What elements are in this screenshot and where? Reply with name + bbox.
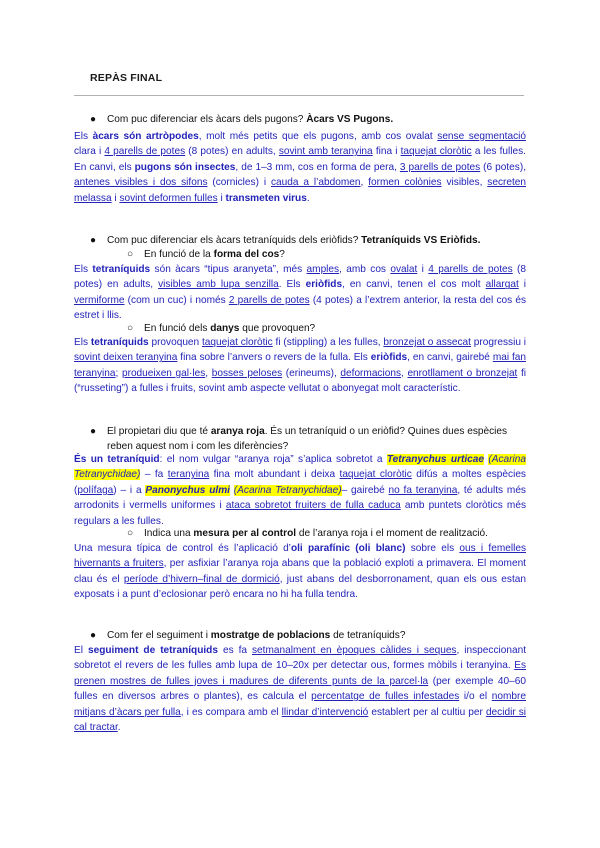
- text-span: ,: [401, 367, 408, 379]
- text-span: (8 potes) en adults,: [74, 264, 527, 291]
- text-span: ;: [115, 367, 122, 379]
- underlined-text: sovint deformen fulles: [119, 192, 218, 204]
- text-span: El propietari diu que té: [107, 426, 211, 437]
- text-span: Els: [74, 337, 91, 348]
- text-span: , té adults més arrodonits i vermells uniformes i: [74, 484, 526, 512]
- underlined-text: ovalat: [390, 264, 418, 275]
- highlighted-text: (Acarina Tetranychidae): [74, 454, 526, 481]
- page-title: REPÀS FINAL: [90, 72, 163, 84]
- text-span: visibles,: [441, 177, 488, 189]
- underlined-text: llindar d’intervenció: [281, 706, 369, 718]
- bold-text: Tetraníquids VS Eriòfids.: [361, 235, 481, 246]
- underlined-text: polífaga: [77, 484, 114, 496]
- bold-text: tetraníquids: [92, 264, 151, 275]
- underlined-text: no fa teranyina: [388, 484, 458, 496]
- text-span: En funció de la: [144, 249, 214, 260]
- bold-text: eriòfids: [370, 352, 408, 364]
- underlined-text: 4 parells de potes: [428, 264, 513, 275]
- text-span: sobre els: [405, 543, 460, 554]
- highlighted-text: Tetranychus urticae: [386, 454, 485, 465]
- underlined-text: bosses peloses: [211, 367, 283, 379]
- text-span: difús a moltes espècies (: [74, 469, 526, 496]
- text-span: fina i: [372, 146, 401, 158]
- bold-text: forma del cos: [213, 249, 280, 260]
- bold-text: danys: [210, 323, 240, 334]
- text-span: progressiu i: [470, 337, 527, 348]
- text-span: es fa: [217, 645, 252, 656]
- text-span: Els: [74, 264, 93, 275]
- text-span: fi (“russeting”) a fulles i fruits, sovint amb aspecte vellutat o abonyegat molt característic.: [74, 367, 527, 395]
- question-3: [74, 424, 526, 455]
- text-span: Indica una: [144, 528, 194, 539]
- underlined-text: Es prenen mostres de fulles joves i madures de diferents punts de la parcel·la: [74, 660, 526, 687]
- bold-text: oli parafínic (oli blanc): [290, 543, 406, 554]
- text-span: (per exemple 40–60 fulles en diversos arbres o plantes), es calcula el: [74, 675, 526, 703]
- underlined-text: mai fan teranyina: [74, 352, 526, 379]
- text-span: Com puc diferenciar els àcars dels pugons?: [107, 114, 307, 125]
- text-span: : el nom vulgar “aranya roja” s’aplica sobretot a: [159, 454, 387, 465]
- text-span: .: [306, 192, 310, 204]
- underlined-text: bronzejat o assecat: [383, 337, 471, 348]
- underlined-text: formen colònies: [368, 177, 442, 189]
- answer-3: [74, 452, 526, 529]
- subquestion-control: [74, 526, 526, 541]
- text-span: .: [117, 722, 121, 734]
- text-span: , de 1–3 mm, cos en forma de pera,: [235, 161, 400, 173]
- underlined-text: percentatge de fulles infestades: [311, 691, 460, 703]
- title-divider: [74, 95, 524, 96]
- answer-3b: [74, 541, 526, 603]
- text-span: i/o el: [459, 691, 492, 703]
- underlined-text: amples: [306, 264, 340, 275]
- text-span: , en canvi, tenen el cos molt: [342, 279, 486, 291]
- text-span: establert per al cultiu per: [368, 706, 486, 718]
- answer-4: [74, 643, 526, 735]
- underlined-text: taquejat cloròtic: [339, 469, 412, 481]
- text-span: fina molt abundant i deixa: [209, 469, 340, 481]
- text-span: – gairebé: [341, 484, 389, 496]
- bold-text: seguiment de tetraníquids: [87, 645, 218, 656]
- text-span: de l’aranya roja i el moment de realització.: [296, 528, 488, 539]
- text-span: , per asfixiar l’aranya roja abans que la població exploti a primavera. El moment clau és el: [74, 558, 526, 585]
- text-span: . És un tetraníquid o un eriòfid? Quines dues espècies reben aquest nom i com les diferències?: [107, 426, 508, 453]
- text-span: Els: [74, 131, 93, 142]
- text-span: ?: [279, 249, 285, 260]
- underlined-text: vermiforme: [74, 294, 125, 306]
- underlined-text: període d’hivern–final de dormició: [123, 573, 280, 585]
- text-span: . Els: [278, 279, 306, 291]
- text-span: provoquen: [148, 337, 202, 348]
- bold-text: tetraníquids: [90, 337, 149, 348]
- underlined-text: sovint amb teranyina: [278, 146, 373, 158]
- underlined-text: 2 parells de potes: [228, 294, 310, 306]
- text-span: En funció dels: [144, 323, 211, 334]
- text-span: Una mesura típica de control és l’aplicació d’: [74, 543, 291, 554]
- text-span: Com puc diferenciar els àcars tetraníquids dels eriòfids?: [107, 235, 362, 246]
- highlighted-text: Panonychus ulmi: [145, 484, 230, 496]
- circle-bullet-icon: ○: [127, 528, 134, 539]
- question-4: [74, 628, 526, 643]
- text-span: i: [518, 279, 527, 291]
- underlined-text: taquejat cloròtic: [400, 146, 472, 158]
- highlighted-text: (Acarina Tetranychidae): [233, 484, 342, 496]
- text-span: El: [74, 645, 88, 656]
- question-1: [74, 112, 526, 127]
- bold-text: aranya roja: [210, 426, 265, 437]
- text-span: i: [111, 192, 120, 204]
- underlined-text: secreten melassa: [74, 177, 526, 204]
- text-span: – fa: [140, 469, 168, 481]
- answer-2b: [74, 335, 526, 397]
- text-span: clara i: [74, 146, 105, 158]
- answer-2a: [74, 262, 526, 324]
- circle-bullet-icon: ○: [127, 323, 134, 334]
- bold-text: pugons són insectes: [134, 161, 236, 173]
- bold-text: mostratge de poblacions: [210, 630, 331, 641]
- text-span: són àcars “tipus aranyeta”, més: [150, 264, 307, 275]
- text-span: fi (stippling) a les fulles,: [272, 337, 384, 348]
- underlined-text: ataca sobretot fruiters de fulla caduca: [225, 500, 401, 512]
- underlined-text: allargat: [485, 279, 519, 291]
- bullet-icon: ●: [90, 235, 97, 246]
- underlined-text: setmanalment en èpoques càlides i seques: [252, 645, 457, 656]
- bold-text: Àcars VS Pugons.: [306, 114, 394, 125]
- bold-text: transmeten virus: [225, 192, 307, 204]
- text-span: , inspeccionant sobretot el revers de les fulles amb lupa de 10–20x per detectar ous, formes mòbils i teranyina.: [74, 645, 526, 672]
- text-span: , amb cos: [339, 264, 391, 275]
- bold-text: eriòfids: [305, 279, 343, 291]
- underlined-text: decidir si cal tractar: [74, 706, 527, 734]
- underlined-text: taquejat cloròtic: [202, 337, 273, 348]
- underlined-text: antenes visibles i dos sifons: [74, 177, 208, 189]
- underlined-text: nombre mitjans d’àcars per fulla: [74, 691, 526, 718]
- text-span: fina sobre l’anvers o revers de la fulla. Els: [177, 352, 371, 364]
- text-span: , i es compara amb el: [180, 706, 282, 718]
- text-span: (com un cuc) i només: [124, 294, 229, 306]
- underlined-text: ous i femelles hivernants a fruiters: [74, 543, 526, 570]
- bold-text: àcars són artròpodes: [92, 131, 199, 142]
- text-span: , just abans del desborronament, quan els ous estan exposats i a punt d’eclosionar però encara no hi ha fulla tendra.: [74, 573, 526, 601]
- bullet-icon: ●: [90, 114, 97, 125]
- text-span: a les fulles. En canvi, els: [74, 146, 526, 173]
- text-span: , molt més petits que els pugons, amb cos ovalat: [198, 131, 438, 142]
- text-span: (cornicles) i: [207, 177, 271, 189]
- text-span: Com fer el seguiment i: [107, 630, 211, 641]
- bullet-icon: ●: [90, 630, 97, 641]
- bullet-icon: ●: [90, 426, 97, 437]
- text-span: ,: [360, 177, 369, 189]
- text-span: que provoquen?: [239, 323, 316, 334]
- text-span: , en canvi, gairebé: [407, 352, 493, 364]
- underlined-text: deformacions: [340, 367, 401, 379]
- text-span: de tetraníquids?: [330, 630, 406, 641]
- bold-text: mesura per al control: [193, 528, 297, 539]
- text-span: amb puntets cloròtics més regulars a les fulles.: [74, 500, 526, 527]
- text-span: (6 potes),: [480, 161, 527, 173]
- text-span: i: [417, 264, 429, 275]
- underlined-text: cauda a l’abdomen: [271, 177, 361, 189]
- text-span: (8 potes) en adults,: [185, 146, 279, 158]
- text-span: (erineums),: [282, 367, 341, 379]
- answer-1: [74, 129, 526, 206]
- underlined-text: sense segmentació: [437, 131, 526, 142]
- circle-bullet-icon: ○: [127, 249, 134, 260]
- subquestion-body-shape: [74, 247, 526, 262]
- text-span: ,: [205, 367, 212, 379]
- underlined-text: sovint deixen teranyina: [74, 352, 178, 364]
- underlined-text: 3 parells de potes: [399, 161, 481, 173]
- text-span: i: [217, 192, 226, 204]
- underlined-text: 4 parells de potes: [104, 146, 186, 158]
- underlined-text: enrotllament o bronzejat: [407, 367, 518, 379]
- bold-text: És un tetraníquid: [74, 454, 160, 465]
- text-span: ) – i a: [113, 484, 146, 496]
- underlined-text: teranyina: [167, 469, 210, 481]
- text-span: (4 potes) a l’extrem anterior, la resta del cos és estret i llis.: [74, 294, 527, 322]
- underlined-text: produeixen gal·les: [121, 367, 206, 379]
- underlined-text: visibles amb lupa senzilla: [158, 279, 279, 291]
